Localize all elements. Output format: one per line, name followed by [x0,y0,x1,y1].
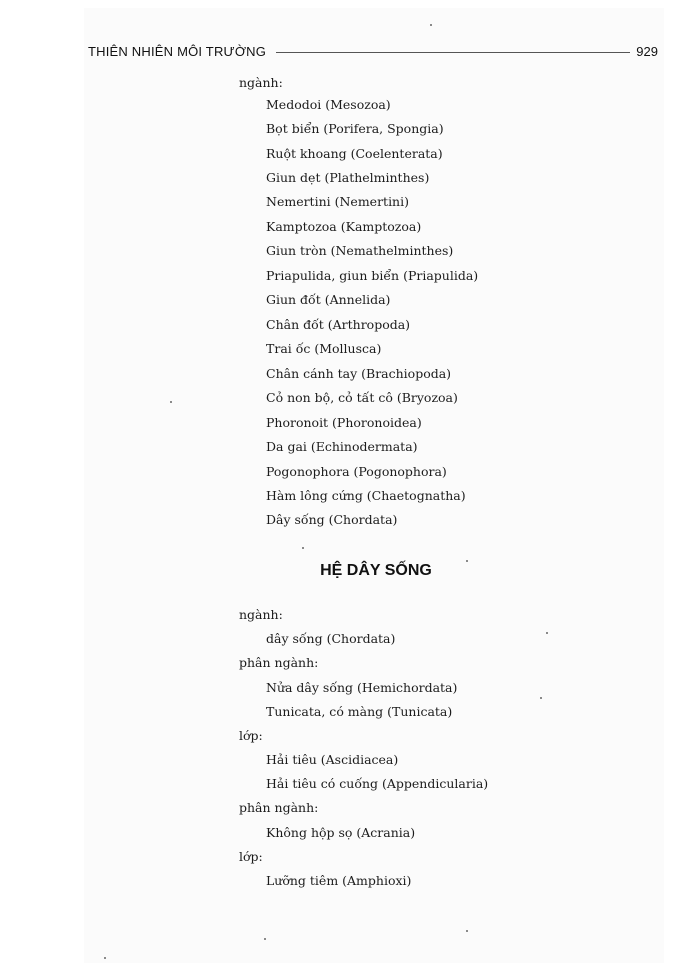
scan-speck [466,560,468,562]
taxon-entry: Không hộp sọ (Acrania) [266,825,416,840]
scan-speck [546,632,548,634]
running-header [88,40,658,62]
list-item: Chân đốt (Arthropoda) [266,317,411,332]
list-item: Hàm lông cứng (Chaetognatha) [266,488,466,503]
list-item: Ruột khoang (Coelenterata) [266,146,443,161]
list-item: Kamptozoa (Kamptozoa) [266,219,422,234]
taxon-entry: Nửa dây sống (Hemichordata) [266,680,458,695]
list-item: Phoronoit (Phoronoidea) [266,415,422,430]
rank-label: phân ngành: [239,800,319,815]
list-item: Giun đốt (Annelida) [266,292,391,307]
list-item: Medodoi (Mesozoa) [266,97,391,112]
taxon-entry: dây sống (Chordata) [266,631,396,646]
rank-label: phân ngành: [239,655,319,670]
list-item: Pogonophora (Pogonophora) [266,464,447,479]
rank-label: lớp: [239,849,263,864]
scan-speck [466,930,468,932]
list-item: Cỏ non bộ, cỏ tất cô (Bryozoa) [266,390,458,405]
scan-speck [104,957,106,959]
list-item: Giun tròn (Nemathelminthes) [266,243,454,258]
section-heading: HỆ DÂY SỐNG [320,562,432,579]
list-item: Giun dẹt (Plathelminthes) [266,170,430,185]
list-item: Chân cánh tay (Brachiopoda) [266,366,452,381]
list-item: Da gai (Echinodermata) [266,439,418,454]
taxon-entry: Lưỡng tiêm (Amphioxi) [266,873,412,888]
scan-speck [540,697,542,699]
header-rule [276,52,630,53]
scan-speck [430,24,432,26]
list-item: Nemertini (Nemertini) [266,194,409,209]
list-item: Priapulida, giun biển (Priapulida) [266,268,479,283]
rank-label: lớp: [239,728,263,743]
list-item: Bọt biển (Porifera, Spongia) [266,121,444,136]
scan-speck [170,401,172,403]
taxon-entry: Tunicata, có màng (Tunicata) [266,704,453,719]
phylum-label: ngành: [239,75,283,90]
scan-speck [264,938,266,940]
header-title: THIÊN NHIÊN MÔI TRƯỜNG [88,43,267,59]
taxon-entry: Hải tiêu (Ascidiacea) [266,752,399,767]
list-item: Trai ốc (Mollusca) [266,341,382,356]
scan-speck [302,547,304,549]
list-item: Dây sống (Chordata) [266,512,398,527]
page-number: 929 [636,43,658,59]
rank-label: ngành: [239,607,283,622]
taxon-entry: Hải tiêu có cuống (Appendicularia) [266,776,489,791]
